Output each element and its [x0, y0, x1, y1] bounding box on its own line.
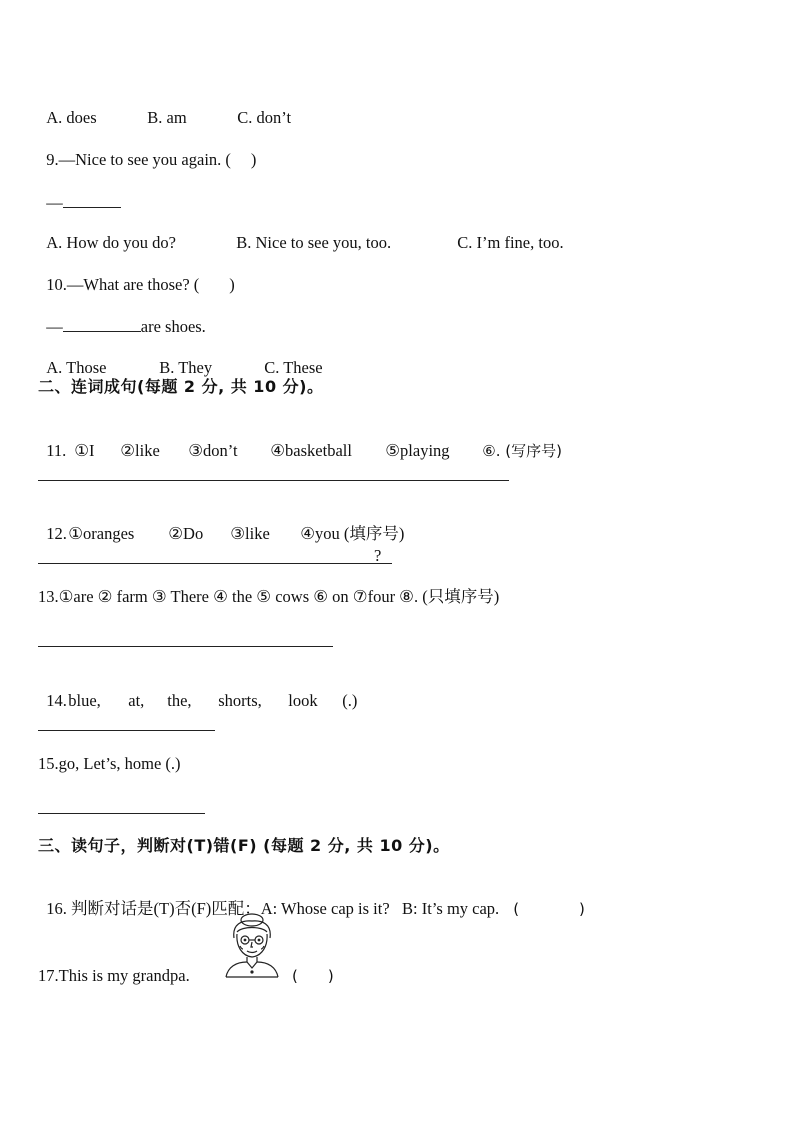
q14-word-4: shorts,: [218, 691, 262, 710]
q9-dash: —: [46, 193, 63, 212]
q12-word-2: ②Do: [168, 524, 204, 543]
q14-word-1: blue,: [68, 691, 101, 710]
q10-answer-tail: are shoes.: [140, 317, 206, 336]
q12-word-4: ④you (填序号): [300, 524, 405, 543]
q8-options: [38, 88, 291, 128]
q10-answer-blank[interactable]: [63, 316, 141, 332]
q11-word-3: ③don’t: [188, 441, 238, 460]
q14-word-2: at,: [128, 691, 145, 710]
q9-option-a: A. How do you do?: [46, 233, 176, 252]
section-3-heading: 三、读句子，判断对(T)错(F) (每题 2 分, 共 10 分)。: [38, 836, 450, 855]
q11-word-5: ⑤playing: [385, 441, 450, 460]
q9-options: [38, 213, 564, 253]
q12-word-1: ①oranges: [68, 524, 135, 543]
q8-option-c: C. don’t: [237, 108, 292, 127]
q16-text: 16. 判断对话是(T)否(F)匹配：A: Whose cap is it? B: It’s my cap.: [46, 899, 500, 918]
q13-answer-line[interactable]: [38, 646, 333, 647]
q12-answer-line[interactable]: [38, 563, 392, 564]
q8-option-b: B. am: [147, 108, 187, 127]
q11-answer-line[interactable]: [38, 480, 509, 481]
q12-word-3: ③like: [230, 524, 270, 543]
q11-word-6: ⑥. (写序号): [482, 442, 562, 460]
q9-option-c: C. I’m fine, too.: [457, 233, 564, 252]
q12-question-mark: ?: [374, 546, 382, 565]
q9-question-text: 9.—Nice to see you again. (: [46, 150, 231, 169]
q11-prompt: [38, 421, 562, 461]
q10-option-a: A. Those: [46, 358, 107, 377]
q9-option-b: B. Nice to see you, too.: [236, 233, 392, 252]
q12-prompt: [38, 504, 404, 544]
q13-prompt: 13.①are ② farm ③ There ④ the ⑤ cows ⑥ on ⑦four ⑧. (只填序号): [38, 587, 500, 606]
q8-option-a: A. does: [46, 108, 97, 127]
q10-question: [38, 255, 235, 295]
q10-close-paren: ): [229, 275, 235, 294]
section-2-heading: 二、连词成句(每题 2 分, 共 10 分)。: [38, 377, 324, 396]
q10-answer-line: [38, 296, 206, 337]
q10-option-b: B. They: [159, 358, 213, 377]
q14-prompt: [38, 671, 357, 711]
q15-prompt: 15.go, Let’s, home (.): [38, 754, 181, 773]
q15-answer-line[interactable]: [38, 813, 205, 814]
q14-number: 14.: [46, 691, 67, 710]
q9-close-paren: ): [250, 150, 257, 169]
q14-answer-line[interactable]: [38, 730, 215, 731]
q10-options: [38, 338, 323, 378]
q10-option-c: C. These: [264, 358, 323, 377]
q9-answer-blank[interactable]: [63, 192, 121, 208]
q11-word-4: ④basketball: [270, 441, 352, 460]
q12-number: 12.: [46, 524, 67, 543]
q16-prompt: [38, 879, 585, 919]
q9-answer-line: [38, 172, 121, 213]
q17-prompt: 17.This is my grandpa.: [38, 966, 190, 985]
q14-word-3: the,: [167, 691, 192, 710]
q14-word-6: (.): [342, 691, 358, 710]
q16-answer-paren[interactable]: ( ): [513, 900, 585, 918]
q9-question: [38, 130, 256, 170]
q11-number: 11.: [46, 441, 67, 460]
q11-word-2: ②like: [120, 441, 160, 460]
q14-word-5: look: [288, 691, 318, 710]
grandma-portrait-image: [222, 912, 282, 978]
q11-word-1: ①I: [74, 441, 95, 460]
q10-dash: —: [46, 317, 63, 336]
q17-answer-paren[interactable]: ( ): [292, 967, 334, 985]
q10-question-text: 10.—What are those? (: [46, 275, 200, 294]
